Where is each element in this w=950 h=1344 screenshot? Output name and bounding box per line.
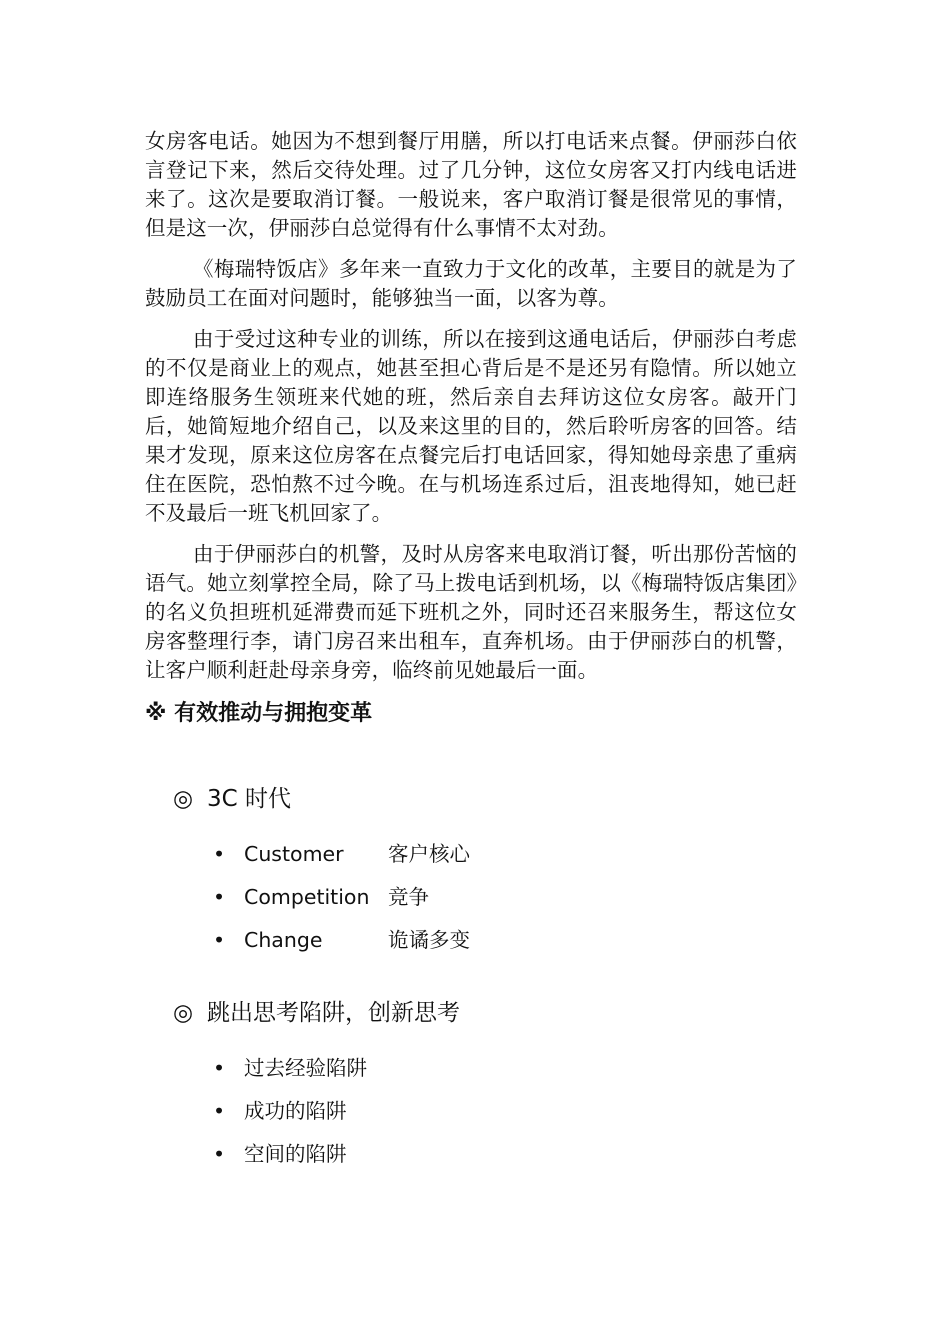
- subsection-title: 3C 时代: [207, 786, 292, 812]
- list-item-term: Change: [244, 928, 323, 952]
- list-item-desc: 竞争: [388, 885, 429, 909]
- subsection-heading-3c: [173, 783, 797, 815]
- section-heading: [145, 699, 797, 729]
- paragraph-1: 女房客电话。她因为不想到餐厅用膳，所以打电话来点餐。伊丽莎白依言登记下来，然后交待处理。过了几分钟，这位女房客又打内线电话进来了。这次是要取消订餐。一般说来，客户取消订餐是很常见的事情，但是这一次，伊丽莎白总觉得有什么事情不太对劲。: [145, 129, 797, 240]
- document-body: [145, 127, 797, 1183]
- paragraph-4: 由于伊丽莎白的机警，及时从房客来电取消订餐，听出那份苦恼的语气。她立刻掌控全局，除了马上拨电话到机场，以《梅瑞特饭店集团》的名义负担班机延滞费而延下班机之外，同时还召来服务生，帮这位女房客整理行李，请门房召来出租车，直奔机场。由于伊丽莎白的机警，让客户顺利赶赴母亲身旁，临终前见她最后一面。: [145, 542, 797, 682]
- 3c-list: [213, 840, 797, 969]
- section-mark: ※: [145, 701, 167, 726]
- bullet-mark: •: [213, 885, 226, 909]
- list-item-desc: 诡谲多变: [388, 928, 470, 952]
- list-item-text: 空间的陷阱: [244, 1142, 347, 1166]
- list-item-term: Customer: [244, 842, 344, 866]
- list-item: [213, 1140, 797, 1183]
- paragraph-2: 《梅瑞特饭店》多年来一直致力于文化的改革，主要目的就是为了鼓励员工在面对问题时，能够独当一面，以客为尊。: [145, 257, 797, 310]
- list-item-desc: 客户核心: [388, 842, 470, 866]
- thinking-traps-list: [213, 1054, 797, 1183]
- subsection-heading-thinking-traps: [173, 997, 797, 1029]
- bullet-mark: •: [213, 842, 226, 866]
- section-title: 有效推动与拥抱变革: [174, 701, 373, 726]
- double-circle-mark: ◎: [173, 1000, 194, 1026]
- bullet-mark: •: [213, 1099, 226, 1123]
- list-item-text: 过去经验陷阱: [244, 1056, 367, 1080]
- double-circle-mark: ◎: [173, 786, 194, 812]
- bullet-mark: •: [213, 1056, 226, 1080]
- list-item: [213, 926, 797, 969]
- list-item: [213, 1097, 797, 1140]
- subsection-title: 跳出思考陷阱，创新思考: [207, 1000, 460, 1026]
- list-item: [213, 883, 797, 926]
- paragraph-3: 由于受过这种专业的训练，所以在接到这通电话后，伊丽莎白考虑的不仅是商业上的观点，她甚至担心背后是不是还另有隐情。所以她立即连络服务生领班来代她的班，然后亲自去拜访这位女房客。敲开门后，她简短地介绍自己，以及来这里的目的，然后聆听房客的回答。结果才发现，原来这位房客在点餐完后打电话回家，得知她母亲患了重病住在医院，恐怕熬不过今晚。在与机场连系过后，沮丧地得知，她已赶不及最后一班飞机回家了。: [145, 327, 797, 525]
- bullet-mark: •: [213, 1142, 226, 1166]
- list-item-term: Competition: [244, 885, 370, 909]
- list-item: [213, 1054, 797, 1097]
- list-item-text: 成功的陷阱: [244, 1099, 347, 1123]
- bullet-mark: •: [213, 928, 226, 952]
- list-item: [213, 840, 797, 883]
